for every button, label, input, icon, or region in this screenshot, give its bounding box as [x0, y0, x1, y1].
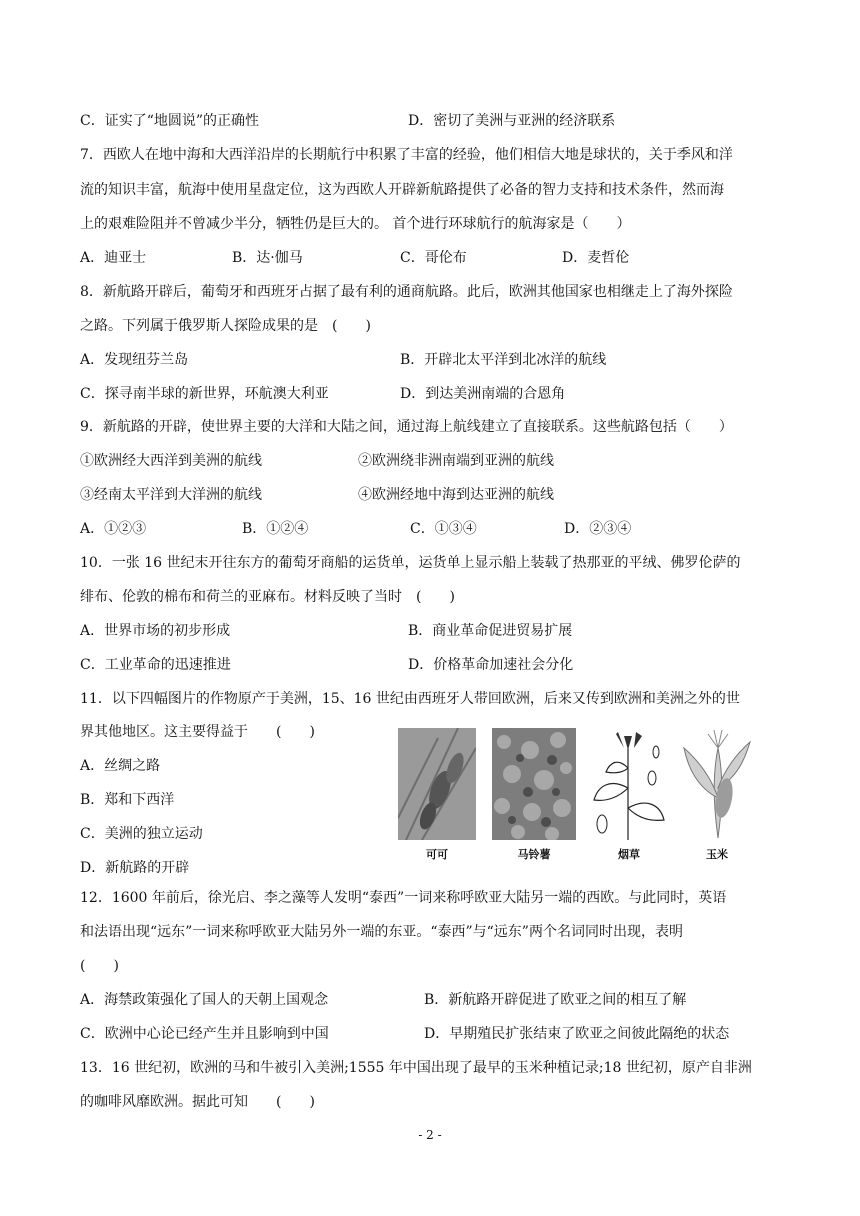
- q9-item-3: ③经南太平洋到大洋洲的航线: [80, 487, 262, 503]
- q12-option-b: B．新航路开辟促进了欧亚之间的相互了解: [424, 992, 687, 1008]
- q7-option-b: B．达·伽马: [232, 250, 303, 266]
- q8-stem-line2: 之路。下列属于俄罗斯人探险成果的是 ( ): [80, 318, 371, 334]
- q10-option-d: D．价格革命加速社会分化: [408, 657, 574, 673]
- corn-caption: 玉米: [706, 848, 728, 861]
- corn-drawing: [678, 728, 756, 840]
- corn-figure: [678, 728, 756, 861]
- q11-stem-line1: 11．以下四幅图片的作物原产于美洲，15、16 世纪由西班牙人带回欧洲，后来又传到欧洲和美洲之外的世: [80, 691, 740, 707]
- q12-stem-line1: 12．1600 年前后，徐光启、李之藻等人发明“泰西”一词来称呼欧亚大陆另一端的西欧。与此同时，英语: [80, 890, 727, 906]
- q12-stem-line3: ( ): [80, 958, 119, 974]
- potato-figure: [492, 728, 576, 861]
- q7-option-d: D．麦哲伦: [562, 250, 630, 266]
- q10-option-c: C．工业革命的迅速推进: [80, 657, 231, 673]
- cacao-photo: [398, 728, 476, 840]
- q6-option-d: D．密切了美洲与亚洲的经济联系: [408, 113, 616, 129]
- q9-item-1: ①欧洲经大西洋到美洲的航线: [80, 453, 262, 469]
- q12-option-a: A．海禁政策强化了国人的天朝上国观念: [80, 992, 329, 1008]
- q11-option-a: A．丝绸之路: [80, 758, 161, 774]
- q11-option-c: C．美洲的独立运动: [80, 826, 203, 842]
- q13-stem-line1: 13．16 世纪初，欧洲的马和牛被引入美洲;1555 年中国出现了最早的玉米种植记录;18 世纪初，原产自非洲: [80, 1060, 752, 1076]
- q10-stem-line1: 10．一张 16 世纪末开往东方的葡萄牙商船的运货单，运货单上显示船上装载了热那亚的平绒、佛罗伦萨的: [80, 555, 741, 571]
- q9-option-b: B．①②④: [242, 521, 309, 537]
- q8-option-c: C．探寻南半球的新世界，环航澳大利亚: [80, 386, 329, 402]
- q7-option-a: A．迪亚士: [80, 250, 147, 266]
- q6-option-c: C．证实了“地圆说”的正确性: [80, 113, 260, 129]
- q10-stem-line2: 绯布、伦敦的棉布和荷兰的亚麻布。材料反映了当时 ( ): [80, 589, 455, 605]
- page-number: - 2 -: [418, 1128, 442, 1142]
- q12-option-d: D．早期殖民扩张结束了欧亚之间彼此隔绝的状态: [424, 1026, 730, 1042]
- q12-stem-line2: 和法语出现“远东”一词来称呼欧亚大陆另外一端的东亚。“泰西”与“远东”两个名词同时出现，表明: [80, 924, 683, 940]
- q8-option-d: D．到达美洲南端的合恩角: [400, 386, 566, 402]
- tobacco-drawing: [590, 728, 668, 840]
- tobacco-figure: [590, 728, 668, 861]
- q9-option-a: A．①②③: [80, 521, 147, 537]
- q8-option-b: B．开辟北太平洋到北冰洋的航线: [400, 352, 607, 368]
- q7-stem-line2: 流的知识丰富，航海中使用星盘定位，这为西欧人开辟新航路提供了必备的智力支持和技术条件，然而海: [80, 182, 724, 198]
- q9-item-2: ②欧洲绕非洲南端到亚洲的航线: [358, 453, 554, 469]
- q10-option-a: A．世界市场的初步形成: [80, 623, 231, 639]
- q9-option-d: D．②③④: [564, 521, 632, 537]
- q7-stem-line3: 上的艰难险阻并不曾减少半分，牺牲仍是巨大的。 首个进行环球航行的航海家是（ ）: [80, 216, 631, 232]
- q7-stem-line1: 7．西欧人在地中海和大西洋沿岸的长期航行中积累了丰富的经验，他们相信大地是球状的，关于季风和洋: [80, 147, 733, 163]
- cacao-figure: [398, 728, 476, 861]
- crop-figure: [398, 728, 758, 868]
- q11-stem-line2: 界其他地区。这主要得益于 ( ): [80, 724, 315, 740]
- q13-stem-line2: 的咖啡风靡欧洲。据此可知 ( ): [80, 1094, 315, 1110]
- potato-caption: 马铃薯: [517, 848, 551, 861]
- q9-stem-line1: 9．新航路的开辟，使世界主要的大洋和大陆之间，通过海上航线建立了直接联系。这些航路包括（ ）: [80, 419, 733, 435]
- potato-photo: [492, 728, 576, 840]
- q10-option-b: B．商业革命促进贸易扩展: [408, 623, 573, 639]
- q8-option-a: A．发现纽芬兰岛: [80, 352, 189, 368]
- tobacco-caption: 烟草: [618, 848, 640, 861]
- q9-option-c: C．①③④: [410, 521, 477, 537]
- cacao-caption: 可可: [426, 848, 448, 861]
- q11-option-d: D．新航路的开辟: [80, 860, 190, 876]
- q11-option-b: B．郑和下西洋: [80, 792, 175, 808]
- q7-option-c: C．哥伦布: [400, 250, 467, 266]
- q8-stem-line1: 8．新航路开辟后，葡萄牙和西班牙占据了最有利的通商航路。此后，欧洲其他国家也相继走上了海外探险: [80, 284, 733, 300]
- q9-item-4: ④欧洲经地中海到达亚洲的航线: [358, 487, 554, 503]
- q12-option-c: C．欧洲中心论已经产生并且影响到中国: [80, 1026, 329, 1042]
